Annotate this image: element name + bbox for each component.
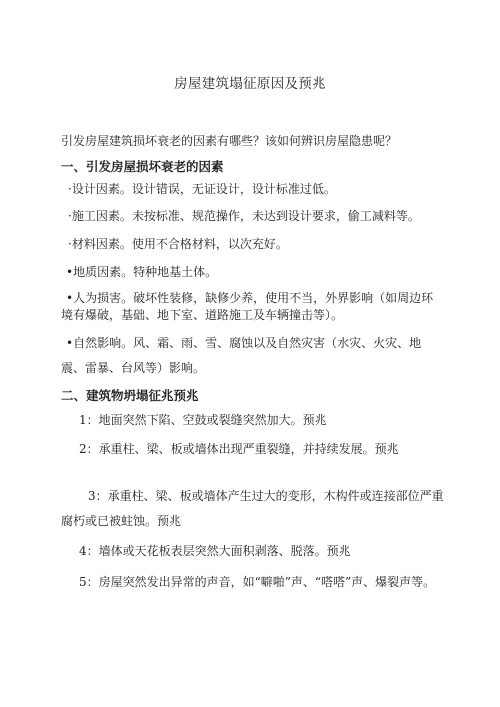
intro-paragraph: 引发房屋建筑损坏衰老的因素有哪些？该如何辨识房屋隐患呢？ xyxy=(61,134,398,148)
section-2-heading: 二、建筑物坍塌征兆预兆 xyxy=(61,388,199,403)
list-item: •人为损害。破坏性装修，缺修少养，使用不当，外界影响（如周边环境有爆破，基础、地下室、道路施工及车辆撞击等）。 xyxy=(61,291,434,322)
list-item: ·材料因素。使用不合格材料，以次充好。 xyxy=(68,237,288,251)
list-item: ·施工因素。未按标准、规范操作，未达到设计要求，偷工减料等。 xyxy=(68,209,420,223)
list-item: •地质因素。特种地基土体。 xyxy=(66,265,218,279)
list-item: •自然影响。风、霜、雨、雪、腐蚀以及自然灾害（水灾、火灾、地震、雷暴、台风等）影响。 xyxy=(61,336,422,375)
list-item: 1：地面突然下陷、空鼓或裂缝突然加大。预兆 xyxy=(79,413,327,427)
list-item: ·设计因素。设计错误，无证设计，设计标准过低。 xyxy=(68,182,336,196)
list-item: 5：房屋突然发出异常的声音，如“噼啪”声、“嗒嗒”声、爆裂声等。 xyxy=(79,575,436,589)
list-item: 4：墙体或天花板表层突然大面积剥落、脱落。预兆 xyxy=(79,544,351,558)
list-item: 3：承重柱、梁、板或墙体产生过大的变形，木构件或连接部位严重腐朽或已被蛀蚀。预兆 xyxy=(61,489,444,528)
document-title: 房屋建筑塌征原因及预兆 xyxy=(174,76,326,92)
list-item: 2：承重柱、梁、板或墙体出现严重裂缝，并持续发展。预兆 xyxy=(79,442,399,456)
section-1-heading: 一、引发房屋损坏衰老的因素 xyxy=(61,159,224,174)
